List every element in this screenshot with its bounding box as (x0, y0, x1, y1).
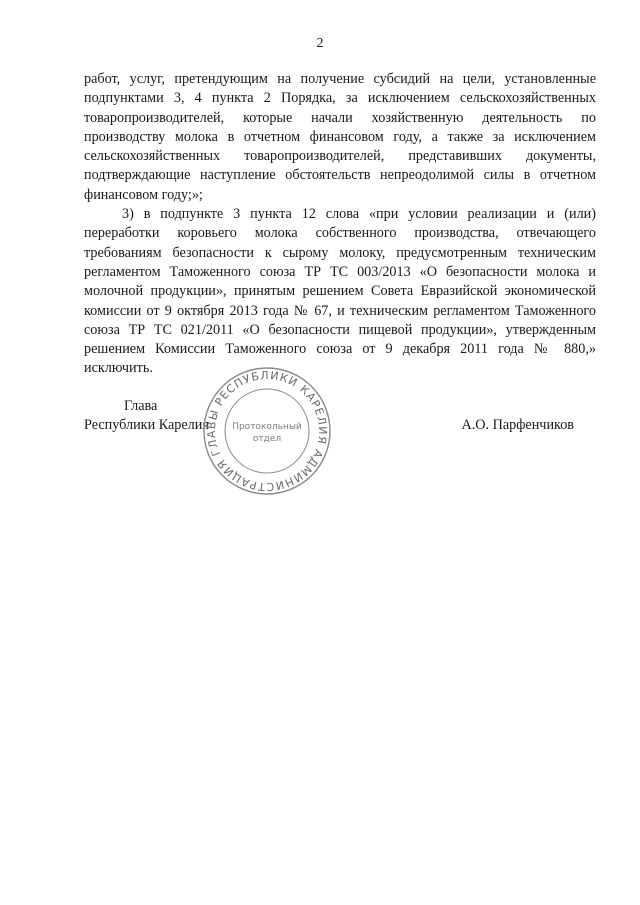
page-number: 2 (316, 36, 324, 51)
paragraph-continuation: работ, услуг, претендующим на получение субсидий на цели, установленные подпунктами 3, 4 пункта 2 Порядка, за исключением сельскохозяйственных товаропроизводителей, которые начали хозяйственную деятельность по производству молока в отчетном финансовом году, а также за исключением сельскохозяйственных товаропроизводителей, представивших документы, подтверждающие наступление обстоятельств непреодолимой силы в отчетном финансовом году;»; (84, 71, 596, 203)
signature-title: Глава (124, 398, 158, 414)
document-body (84, 70, 596, 379)
paragraph-item-3: 3) в подпункте 3 пункта 12 слова «при условии реализации и (или) переработки коровьего молока собственного производства, отвечающего требованиям безопасности к сырому молоку, предусмотренным техническим регламентом Таможенного союза ТР ТС 003/2013 «О безопасности молока и молочной продукции», принятым решением Совета Евразийской экономической комиссии от 9 октября 2013 года № 67, и техническим регламентом Таможенного союза ТР ТС 021/2011 «О безопасности пищевой продукции», утвержденным решением Комиссии Таможенного союза от 9 декабря 2011 года № 880,» исключить. (84, 206, 596, 377)
signature-organization: Республики Карелия (84, 417, 209, 433)
official-stamp (202, 366, 332, 496)
stamp-ring-text: АДМИНИСТРАЦИЯ ГЛАВЫ РЕСПУБЛИКИ КАРЕЛИЯ (204, 368, 330, 494)
signatory-name: А.О. Парфенчиков (461, 417, 574, 433)
stamp-center-line1: Протокольный (232, 422, 302, 432)
stamp-center-line2: отдел (252, 434, 282, 444)
